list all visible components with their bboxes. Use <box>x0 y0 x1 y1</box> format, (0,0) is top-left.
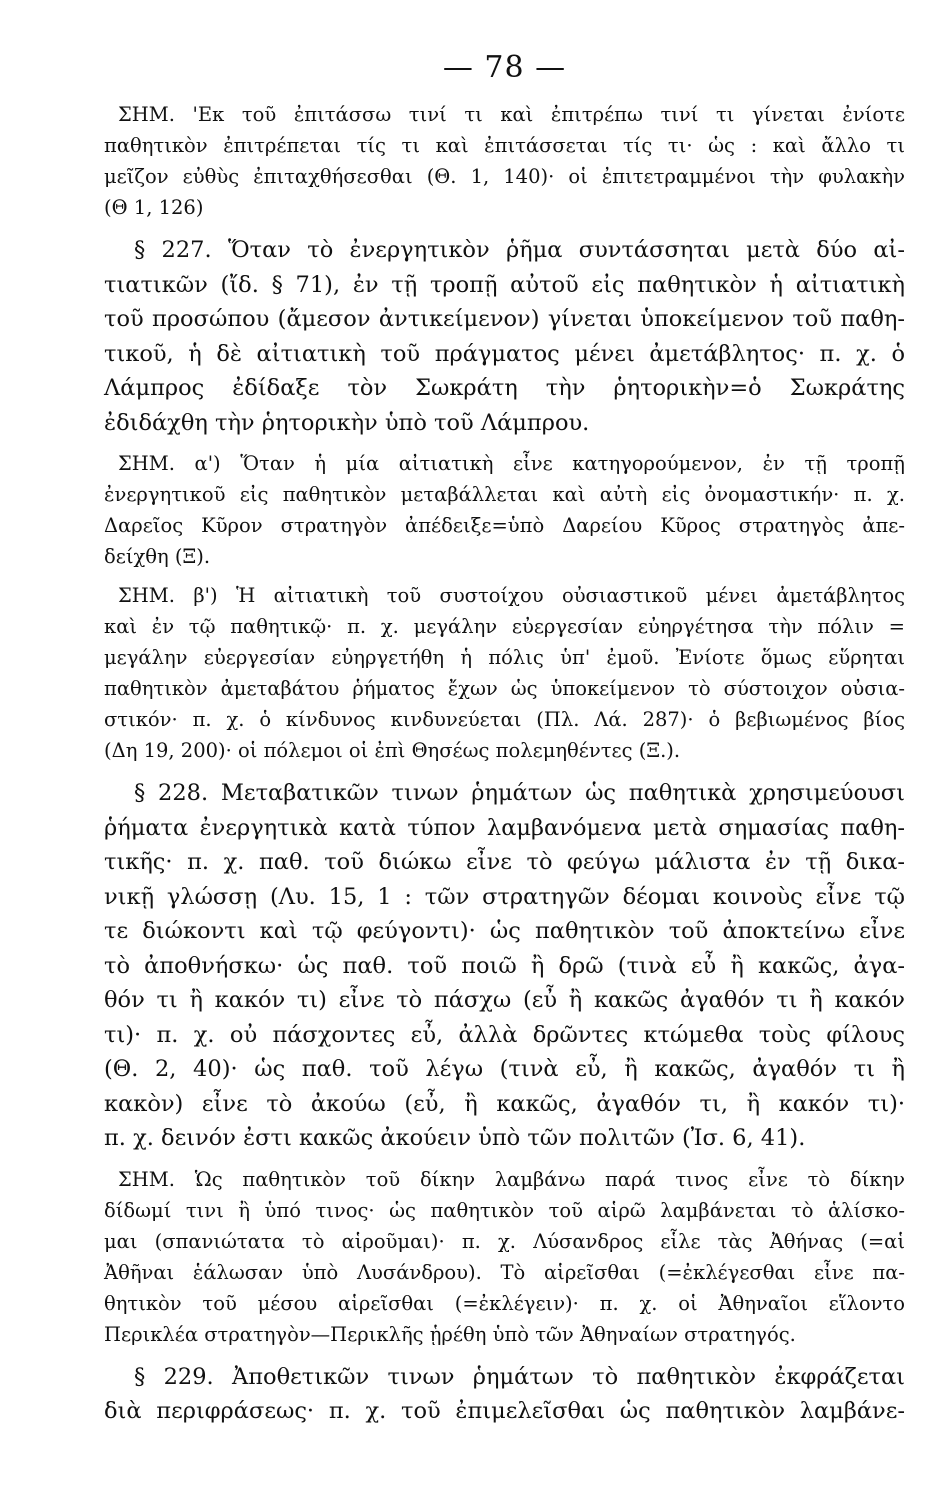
text-line: ΣΗΜ. α') Ὅταν ἡ μία αἰτιατικὴ εἶνε κατηγορούμενον, ἐν τῇ τροπῇ <box>118 452 905 475</box>
text-line: ἐνεργητικοῦ εἰς παθητικὸν μεταβάλλεται καὶ αὐτὴ εἰς ὀνομαστικήν· π. χ. <box>104 483 905 506</box>
text-line: ΣΗΜ. Ὡς παθητικὸν τοῦ δίκην λαμβάνω παρά τινος εἶνε τὸ δίκην <box>118 1167 905 1191</box>
text-line: παθητικὸν ἐπιτρέπεται τίς τι καὶ ἐπιτάσσεται τίς τι· ὡς : καὶ ἄλλο τι <box>104 134 905 157</box>
text-line: § 229. Ἀποθετικῶν τινων ῥημάτων τὸ παθητικὸν ἐκφράζεται <box>134 1363 905 1390</box>
text-line: (Δη 19, 200)· οἱ πόλεμοι οἱ ἐπὶ Θησέως πολεμηθέντες (Ξ.). <box>104 739 681 762</box>
text-line: π. χ. δεινόν ἐστι κακῶς ἀκούειν ὑπὸ τῶν πολιτῶν (Ἰσ. 6, 41). <box>104 1125 806 1151</box>
text-line: τιατικῶν (ἴδ. § 71), ἐν τῇ τροπῇ αὐτοῦ εἰς παθητικὸν ἡ αἰτιατικὴ <box>104 271 905 298</box>
text-line: τὸ ἀποθνήσκω· ὡς παθ. τοῦ ποιῶ ἢ δρῶ (τινὰ εὖ ἢ κακῶς, ἀγα- <box>104 952 905 979</box>
text-line: στικόν· π. χ. ὁ κίνδυνος κινδυνεύεται (Πλ. Λά. 287)· ὁ βεβιωμένος βίος <box>104 708 905 731</box>
text-line: Περικλέα στρατηγὸν—Περικλῆς ᾑρέθη ὑπὸ τῶν Ἀθηναίων στρατηγός. <box>104 1322 796 1346</box>
text-line: τε διώκοντι καὶ τῷ φεύγοντι)· ὡς παθητικὸν τοῦ ἀποκτείνω εἶνε <box>104 918 905 944</box>
text-line: (Θ. 2, 40)· ὡς παθ. τοῦ λέγω (τινὰ εὖ, ἢ κακῶς, ἀγαθόν τι ἢ <box>104 1056 905 1082</box>
note-227-a <box>104 448 905 572</box>
text-line: κακὸν) εἶνε τὸ ἀκούω (εὖ, ἢ κακῶς, ἀγαθόν τι, ἢ κακόν τι)· <box>104 1090 905 1117</box>
text-line: θητικὸν τοῦ μέσου αἱρεῖσθαι (=ἐκλέγειν)· π. χ. οἱ Ἀθηναῖοι εἵλοντο <box>104 1291 905 1315</box>
text-line: τοῦ προσώπου (ἄμεσον ἀντικείμενον) γίνεται ὑποκείμενον τοῦ παθη- <box>104 306 905 332</box>
note-227-pre <box>104 99 905 223</box>
section-228 <box>104 776 905 1156</box>
text-line: θόν τι ἢ κακόν τι) εἶνε τὸ πάσχω (εὖ ἢ κακῶς ἀγαθόν τι ἢ κακόν <box>104 987 905 1013</box>
text-line: μεγάλην εὐεργεσίαν εὐηργετήθη ἡ πόλις ὑπ' ἐμοῦ. Ἐνίοτε ὅμως εὕρηται <box>104 646 905 669</box>
text-line: τικοῦ, ἡ δὲ αἰτιατικὴ τοῦ πράγματος μένει ἀμετάβλητος· π. χ. ὁ <box>104 340 905 367</box>
text-line: § 228. Μεταβατικῶν τινων ῥημάτων ὡς παθητικὰ χρησιμεύουσι <box>134 780 905 806</box>
text-line: μαι (σπανιώτατα τὸ αἱροῦμαι)· π. χ. Λύσανδρος εἷλε τὰς Ἀθήνας (=αἱ <box>104 1229 905 1253</box>
text-line: καὶ ἐν τῷ παθητικῷ· π. χ. μεγάλην εὐεργεσίαν εὐηργέτησα τὴν πόλιν = <box>104 615 905 638</box>
text-line: Ἀθῆναι ἑάλωσαν ὑπὸ Λυσάνδρου). Τὸ αἱρεῖσθαι (=ἐκλέγεσθαι εἶνε πα- <box>104 1260 905 1284</box>
text-line: ἐδιδάχθη τὴν ῥητορικὴν ὑπὸ τοῦ Λάμπρου. <box>104 409 590 436</box>
note-227-b <box>104 580 905 766</box>
text-line: ΣΗΜ. β') Ἡ αἰτιατικὴ τοῦ συστοίχου οὐσιαστικοῦ μένει ἀμετάβλητος <box>118 584 905 607</box>
section-229 <box>104 1360 905 1429</box>
text-line: νικῇ γλώσσῃ (Λυ. 15, 1 : τῶν στρατηγῶν δέομαι κοινοὺς εἶνε τῷ <box>104 883 905 910</box>
page-number: — 78 — <box>442 50 567 85</box>
section-227 <box>104 233 905 440</box>
text-line: ΣΗΜ. 'Εκ τοῦ ἐπιτάσσω τινί τι καὶ ἐπιτρέπω τινί τι γίνεται ἐνίοτε <box>118 103 905 126</box>
text-line: ῥήματα ἐνεργητικὰ κατὰ τύπον λαμβανόμενα μετὰ σημασίας παθη- <box>104 814 905 841</box>
text-line: δείχθη (Ξ). <box>104 545 211 568</box>
text-line: τι)· π. χ. οὐ πάσχοντες εὖ, ἀλλὰ δρῶντες κτώμεθα τοὺς φίλους <box>104 1021 905 1048</box>
text-line: τικῆς· π. χ. παθ. τοῦ διώκω εἶνε τὸ φεύγω μάλιστα ἐν τῇ δικα- <box>104 849 905 875</box>
text-line: (Θ 1, 126) <box>104 196 204 219</box>
text-line: Λάμπρος ἐδίδαξε τὸν Σωκράτη τὴν ῥητορικὴν=ὁ Σωκράτης <box>104 375 905 401</box>
text-line: μεῖζον εὐθὺς ἐπιταχθήσεσθαι (Θ. 1, 140)· οἱ ἐπιτετραμμένοι τὴν φυλακὴν <box>104 165 905 188</box>
text-line: § 227. Ὅταν τὸ ἐνεργητικὸν ῥῆμα συντάσσηται μετὰ δύο αἰ- <box>134 237 905 263</box>
text-line: παθητικὸν ἀμεταβάτου ῥήματος ἔχων ὡς ὑποκείμενον τὸ σύστοιχον οὐσια- <box>104 677 905 700</box>
note-228 <box>104 1164 905 1350</box>
text-line: Δαρεῖος Κῦρον στρατηγὸν ἀπέδειξε=ὑπὸ Δαρείου Κῦρος στρατηγὸς ἀπε- <box>104 514 905 537</box>
text-line: δίδωμί τινι ἢ ὑπό τινος· ὡς παθητικὸν τοῦ αἱρῶ λαμβάνεται τὸ ἁλίσκο- <box>104 1198 905 1222</box>
text-line: διὰ περιφράσεως· π. χ. τοῦ ἐπιμελεῖσθαι ὡς παθητικὸν λαμβάνε- <box>104 1398 905 1424</box>
